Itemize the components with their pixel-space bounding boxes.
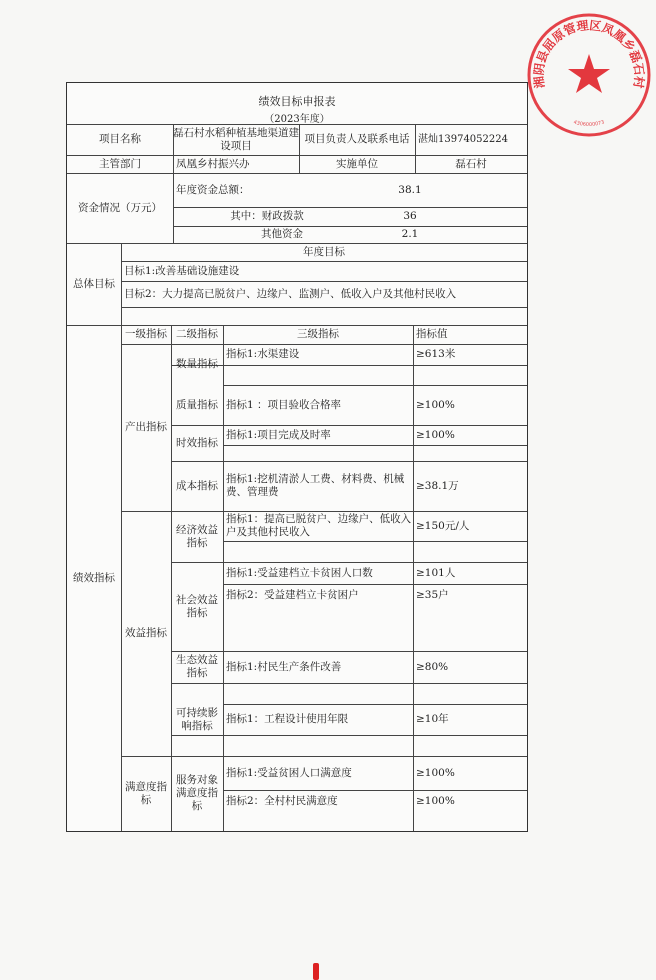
ecological-label: 生态效益指标 [176, 654, 218, 679]
quality-value: ≥100% [416, 398, 455, 411]
svg-text:4306000073 [573, 119, 606, 128]
satisfaction-value-2: ≥100% [416, 794, 455, 807]
col-value: 指标值 [416, 328, 448, 340]
unit-value: 磊石村 [455, 157, 487, 170]
funds-total-label: 年度资金总额： [176, 183, 250, 196]
quality-label: 质量指标 [176, 398, 218, 411]
funds-label: 资金情况（万元） [78, 201, 162, 214]
economic-item: 指标1：提高已脱贫户、边缘户、低收入户及其他村民收入 [226, 513, 412, 538]
funds-other-label: 其他资金 [261, 228, 303, 240]
cost-label: 成本指标 [176, 479, 218, 492]
timeliness-item: 指标1:项目完成及时率 [226, 428, 331, 441]
sustainable-label: 可持续影响指标 [176, 706, 218, 732]
satisfaction-label: 满意度指标 [125, 780, 167, 806]
year-goal-label: 年度目标 [303, 245, 345, 258]
col-level1: 一级指标 [125, 328, 167, 340]
sustainable-item: 指标1：工程设计使用年限 [226, 713, 349, 725]
social-item-1: 指标1:受益建档立卡贫困人口数 [226, 566, 373, 579]
overall-goal-label: 总体目标 [73, 277, 115, 290]
cost-item: 指标1:挖机清淤人工费、材料费、机械费、管理费 [226, 473, 405, 498]
ecological-item: 指标1:村民生产条件改善 [226, 660, 342, 673]
satisfaction-item-2: 指标2：全村村民满意度 [226, 794, 338, 807]
official-seal [526, 12, 652, 138]
seal-star-icon [568, 54, 610, 93]
timeliness-value: ≥100% [416, 428, 455, 441]
sustainable-value: ≥10年 [416, 713, 449, 725]
funds-fiscal-label: 其中：财政拨款 [230, 210, 304, 222]
quantity-item: 指标1:水渠建设 [226, 348, 300, 360]
project-name-value: 磊石村水稻种植基地渠道建设项目 [173, 126, 299, 152]
col-level3: 三级指标 [297, 328, 339, 340]
social-label: 社会效益指标 [176, 593, 218, 619]
dept-label: 主管部门 [99, 157, 141, 170]
project-name-label: 项目名称 [99, 133, 141, 145]
social-item-2: 指标2：受益建档立卡贫困户 [226, 588, 359, 601]
quality-item: 指标1 ：项目验收合格率 [226, 398, 342, 411]
quantity-value: ≥613米 [416, 348, 456, 360]
economic-value: ≥150元/人 [416, 519, 470, 532]
project-manager-label: 项目负责人及联系电话 [304, 133, 410, 145]
seal-code: 4306000073 [572, 119, 606, 128]
economic-label: 经济效益指标 [176, 523, 218, 549]
output-indicators-label: 产出指标 [125, 421, 167, 433]
satisfaction-value-1: ≥100% [416, 766, 455, 779]
goal-2: 目标2：大力提高已脱贫户、边缘户、监测户、低收入户及其他村民收入 [124, 287, 457, 300]
funds-fiscal-value: 36 [403, 210, 417, 222]
ecological-value: ≥80% [416, 660, 449, 673]
form-subtitle: （2023年度） [264, 114, 330, 125]
satisfaction-item-1: 指标1:受益贫困人口满意度 [226, 766, 352, 779]
quantity-label: 数量指标 [176, 358, 218, 370]
performance-form [66, 82, 528, 832]
project-manager-value: 湛灿13974052224 [418, 134, 508, 145]
service-satisfaction-label: 服务对象满意度指标 [176, 774, 218, 812]
seal-text: 湘阴县屈原管理区凤凰乡磊石村 [531, 18, 647, 90]
funds-other-value: 2.1 [401, 228, 419, 240]
form-title: 绩效目标申报表 [258, 95, 336, 108]
col-level2: 二级指标 [176, 328, 218, 340]
dept-value: 凤凰乡村振兴办 [176, 157, 250, 170]
unit-label: 实施单位 [336, 157, 378, 170]
cost-value: ≥38.1万 [416, 479, 459, 492]
funds-total-value: 38.1 [398, 183, 422, 196]
timeliness-label: 时效指标 [176, 436, 218, 449]
goal-1: 目标1:改善基础设施建设 [124, 264, 240, 277]
social-value-1: ≥101人 [416, 566, 456, 579]
benefit-indicators-label: 效益指标 [125, 627, 167, 639]
social-value-2: ≥35户 [416, 588, 449, 601]
red-mark [313, 963, 319, 980]
performance-indicators-label: 绩效指标 [73, 571, 115, 584]
